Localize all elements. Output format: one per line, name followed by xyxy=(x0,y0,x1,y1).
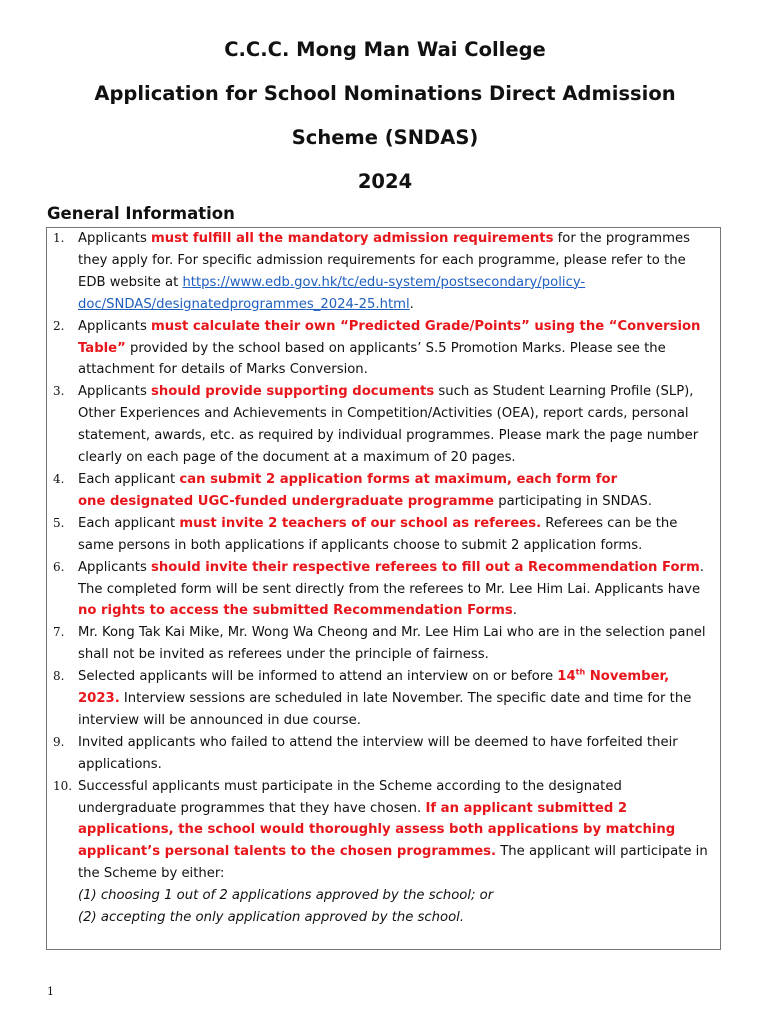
item-number: 2. xyxy=(53,318,65,333)
item-number: 4. xyxy=(53,471,65,486)
item-number: 5. xyxy=(53,515,65,530)
item-text: Invited applicants who failed to attend the interview will be deemed to have forfeited their applications. xyxy=(78,734,678,772)
list-item-5 xyxy=(47,513,720,557)
item-number: 9. xyxy=(53,734,65,749)
item-text: Each applicant xyxy=(78,515,180,531)
item-text: . xyxy=(512,603,517,619)
item-number: 3. xyxy=(53,384,65,399)
section-heading: General Information xyxy=(47,204,235,223)
item-text: such as Student Learning Profile (SLP), Other Experiences and Achievements in Competition/Activities (OEA), report cards, personal statement, awards, etc. as required by individual programmes. Please mark the page number clearly on each page of the document at a maximum of 20 pages. xyxy=(78,384,699,466)
item-text: Mr. Kong Tak Kai Mike, Mr. Wong Wa Cheong and Mr. Lee Him Lai who are in the selection panel shall not be invited as referees under the principle of fairness. xyxy=(78,625,706,663)
information-list xyxy=(47,228,720,929)
item-text: for the programmes they apply for. For specific admission requirements for each programme, please refer to the EDB website at xyxy=(78,231,690,290)
item-emphasis: should provide supporting documents xyxy=(151,384,435,400)
item-text: Successful applicants must participate in the Scheme according to the designated undergraduate programmes that they have chosen. xyxy=(78,778,622,816)
item-number: 6. xyxy=(53,559,65,574)
item-text: Applicants xyxy=(78,318,152,334)
list-item-4 xyxy=(47,469,720,513)
deadline-day: 14 xyxy=(557,669,576,685)
deadline-day-suffix: th xyxy=(575,667,586,677)
item-emphasis: should invite their respective referees to fill out a Recommendation Form xyxy=(151,559,700,575)
item-emphasis: must invite 2 teachers of our school as referees. xyxy=(179,515,542,531)
item-emphasis: one designated UGC-funded undergraduate programme xyxy=(78,493,495,509)
item-text: Applicants xyxy=(78,384,152,400)
document-title-line-1: Application for School Nominations Direct Admission xyxy=(94,82,676,105)
item-text: . The completed form will be sent directly from the referees to Mr. Lee Him Lai. Applicants have xyxy=(78,559,704,597)
item-text: Selected applicants will be informed to attend an interview on or before xyxy=(78,669,558,685)
item-text: . xyxy=(409,296,414,312)
item-text: Each applicant xyxy=(78,471,180,487)
option-2: (2) accepting the only application approved by the school. xyxy=(78,910,465,926)
deadline-month-year: November, 2023. xyxy=(78,669,670,707)
item-text: Applicants xyxy=(78,559,152,575)
item-text: The applicant will participate in the Scheme by either: xyxy=(78,844,708,882)
list-item-6 xyxy=(47,557,720,623)
item-number: 7. xyxy=(53,625,65,640)
item-emphasis: must calculate their own “Predicted Grade/Points” using the “Conversion Table” xyxy=(78,318,701,356)
item-number: 10. xyxy=(53,778,73,793)
list-item-2 xyxy=(47,316,720,382)
list-item-9 xyxy=(47,732,720,776)
item-emphasis: no rights to access the submitted Recommendation Forms xyxy=(78,603,513,619)
item-number: 1. xyxy=(53,231,65,245)
document-title-line-2: Scheme (SNDAS) xyxy=(291,126,479,149)
item-emphasis: If an applicant submitted 2 applications, the school would thoroughly assess both applications by matching applicant’s personal talents to the chosen programmes. xyxy=(78,800,676,860)
list-item-3 xyxy=(47,381,720,469)
document-year: 2024 xyxy=(357,170,413,193)
edb-link[interactable]: https://www.edb.gov.hk/tc/edu-system/postsecondary/policy-doc/SNDAS/designatedprogrammes_2024-25.html xyxy=(78,274,586,312)
list-item-7 xyxy=(47,622,720,666)
list-item-8 xyxy=(47,666,720,732)
item-text: Interview sessions are scheduled in late November. The specific date and time for the interview will be announced in due course. xyxy=(78,691,692,728)
list-item-1 xyxy=(47,228,720,316)
item-text: participating in SNDAS. xyxy=(494,493,652,509)
item-number: 8. xyxy=(53,669,65,684)
item-emphasis: can submit 2 application forms at maximum, each form for xyxy=(179,471,618,487)
page-number: 1 xyxy=(47,985,54,998)
item-text: Applicants xyxy=(78,231,152,246)
school-name: C.C.C. Mong Man Wai College xyxy=(224,38,546,61)
item-text: provided by the school based on applicants’ S.5 Promotion Marks. Please see the attachment for details of Marks Conversion. xyxy=(78,340,666,378)
general-information-box xyxy=(46,227,721,950)
option-1: (1) choosing 1 out of 2 applications approved by the school; or xyxy=(78,888,494,904)
item-text: Referees can be the same persons in both applications if applicants choose to submit 2 application forms. xyxy=(78,515,678,553)
document-title-block xyxy=(0,28,770,204)
item-emphasis: must fulfill all the mandatory admission requirements xyxy=(151,231,554,246)
list-item-10 xyxy=(47,776,720,929)
